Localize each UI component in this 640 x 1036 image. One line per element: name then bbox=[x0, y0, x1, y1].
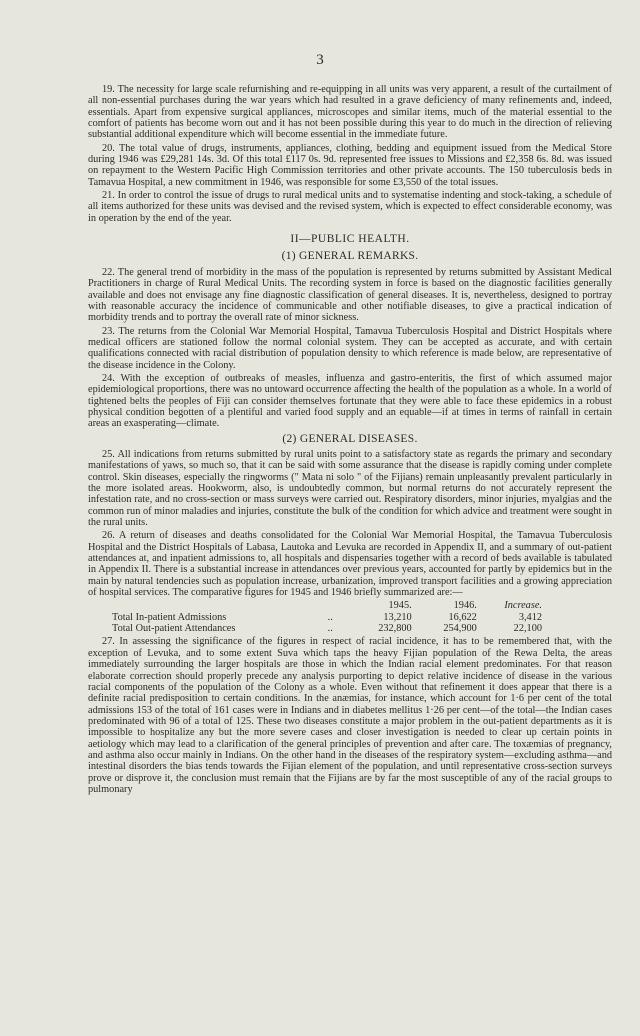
subsection-title-general-remarks: (1) GENERAL REMARKS. bbox=[281, 250, 419, 263]
table-header-dots bbox=[314, 600, 347, 611]
table-header-1945: 1945. bbox=[388, 600, 412, 612]
paragraph-25: 25. All indications from returns submitted by rural units point to a satisfactory state as regards the primary and secondary manifestations of yaws, so much so, that it can be said with some assurance that the disease is rapidly coming under complete control. Skin diseases, especially the ringworms (" Mata ni solo " of the Fijians) remain unpleasantly prevalent particularly in the more isolated areas. Hookworm, also, is undoubtedly common, but normal returns do not accurately represent the infestation rate, and no cross-section or mass surveys were carried out. Respiratory disorders, minor injuries, myalgias and the common run of minor maladies and injuries, constitute the bulk of the condition for which advice and treatment were sought in the rural units. bbox=[88, 448, 612, 529]
table-row bbox=[112, 623, 542, 634]
page-number: 3 bbox=[316, 52, 324, 68]
paragraph-21: 21. In order to control the issue of drugs to rural medical units and to systematise indenting and stock-taking, a schedule of all items authorized for these units was devised and the revised system, which is expected to effect considerable economy, was in operation by the end of the year. bbox=[88, 190, 612, 224]
paragraph-24: 24. With the exception of outbreaks of measles, influenza and gastro-enteritis, the first of which assumed major epidemiological proportions, there was no untoward occurrence affecting the health of the population as a whole. In a world of tightened belts the peoples of Fiji can consider themselves fortunate that they were able to face these epidemics in a robust physical condition begotten of a plentiful and varied food supply and an equable—if at times in terms of rainfall in certain areas an exasperating—climate. bbox=[88, 372, 612, 430]
document-body bbox=[88, 84, 612, 797]
table-header-1946: 1946. bbox=[453, 600, 477, 612]
subsection-title-general-diseases: (2) GENERAL DISEASES. bbox=[282, 432, 418, 445]
table-row bbox=[112, 612, 542, 623]
paragraph-23: 23. The returns from the Colonial War Memorial Hospital, Tamavua Tuberculosis Hospital and District Hospitals where medical officers are stationed follow the normal colonial system. They can be accepted as accurate, and with certain qualifications connected with racial distribution of population density to which reference is made below, are representative of the disease incidence in the Colony. bbox=[88, 325, 612, 371]
paragraph-19: 19. The necessity for large scale refurnishing and re-equipping in all units was very apparent, a result of the curtailment of all non-essential purchases during the war years which had resulted in a grave deficiency of many refinements and, indeed, essentials. Apart from expensive surgical appliances, microscopes and similar items, much of the material essential to the comfort of patients has become worn out and it has not been possible during this year to do much in the direction of relieving substantial additional expenditure which will become essential in the immediate future. bbox=[88, 84, 612, 141]
row-value-1945: 232,800 bbox=[378, 623, 412, 635]
paragraph-27: 27. In assessing the significance of the figures in respect of racial incidence, it has to be remembered that, with the exception of Levuka, and to some extent Suva which taps the heavy Fijian population of the Rewa Delta, the areas immediately surrounding the larger hospitals are those in which the Indian racial element predominates. For that reason elaborate correction should properly precede any analysis purporting to depict relative incidence of disease in the various racial components of the population of the Colony as a whole. Even without that refinement it does appear that there is a definite racial predisposition to certain conditions. In the anæmias, for instance, which account for 1·6 per cent of the total admissions 153 of the total of 161 cases were in Indians and in diabetes mellitus 1·26 per cent—of the total—the Indian cases predominated with 96 of a total of 125. These two diseases constitute a major problem in the out-patient departments as it is impossible to hospitalize any but the more severe cases and closer investigation is needed to clear up certain points in aetiology which may lead to a clarification of the general principles of prevention and after care. The toxæmias of pregnancy, and asthma also occur mainly in Indians. On the other hand in the diseases of the respiratory system—excluding asthma—and intestinal disorders the bias tends towards the Fijian element of the population, and until representative cross-section surveys prove or disprove it, the conclusion must remain that the Fijians are by far the most susceptible of any of the racial groups to pulmonary bbox=[88, 636, 612, 795]
row-dots: .. bbox=[327, 611, 333, 623]
row-dots: .. bbox=[327, 623, 333, 635]
paragraph-20: 20. The total value of drugs, instruments, appliances, clothing, bedding and equipment issued from the Medical Store during 1946 was £29,281 14s. 3d. Of this total £117 0s. 9d. represented free issues to Missions and £2,358 6s. 8d. was issued on repayment to the Western Pacific High Commission territories and other private accounts. The 150 tuberculosis beds in Tamavua Hospital, a new commitment in 1946, was responsible for some £3,550 of the total issues. bbox=[88, 142, 612, 188]
table-header-label bbox=[112, 600, 314, 611]
row-label: Total Out-patient Attendances bbox=[112, 623, 236, 635]
section-title: II—PUBLIC HEALTH. bbox=[290, 233, 410, 246]
row-value-increase: 3,412 bbox=[518, 611, 542, 623]
table-header-increase: Increase. bbox=[504, 600, 542, 612]
row-value-1945: 13,210 bbox=[383, 611, 412, 623]
row-label: Total In-patient Admissions bbox=[112, 611, 227, 623]
paragraph-26: 26. A return of diseases and deaths consolidated for the Colonial War Memorial Hospital, the Tamavua Tuberculosis Hospital and the District Hospitals of Labasa, Lautoka and Levuka are recorded in Appendix II, and a summary of out-patient attendances at, and inpatient admissions to, all hospitals and dispensaries together with a record of beds available is tabulated in Appendix II. There is a substantial increase in attendances over previous years, accounted for partly by epidemics but in the main by natural tendencies such as population increase, urbanization, improved transport facilities and a growing appreciation of hospital services. The comparative figures for 1945 and 1946 briefly summarized are:— bbox=[88, 530, 612, 599]
row-value-1946: 254,900 bbox=[443, 623, 477, 635]
row-value-1946: 16,622 bbox=[448, 611, 477, 623]
paragraph-22: 22. The general trend of morbidity in the mass of the population is represented by returns submitted by Assistant Medical Practitioners in charge of Rural Medical Units. The recording system in force is based on the diagnostic facilities generally available and does not envisage any fine diagnostic classification of general diseases. It is, nevertheless, designed to portray with reasonable accuracy the incidence of communicable and other notifiable diseases, to give a practical indication of morbidity trends and to portray the overall rate of minor sickness. bbox=[88, 266, 612, 324]
table-header-row bbox=[112, 600, 542, 611]
comparative-figures-table bbox=[112, 600, 542, 634]
row-value-increase: 22,100 bbox=[513, 623, 542, 635]
